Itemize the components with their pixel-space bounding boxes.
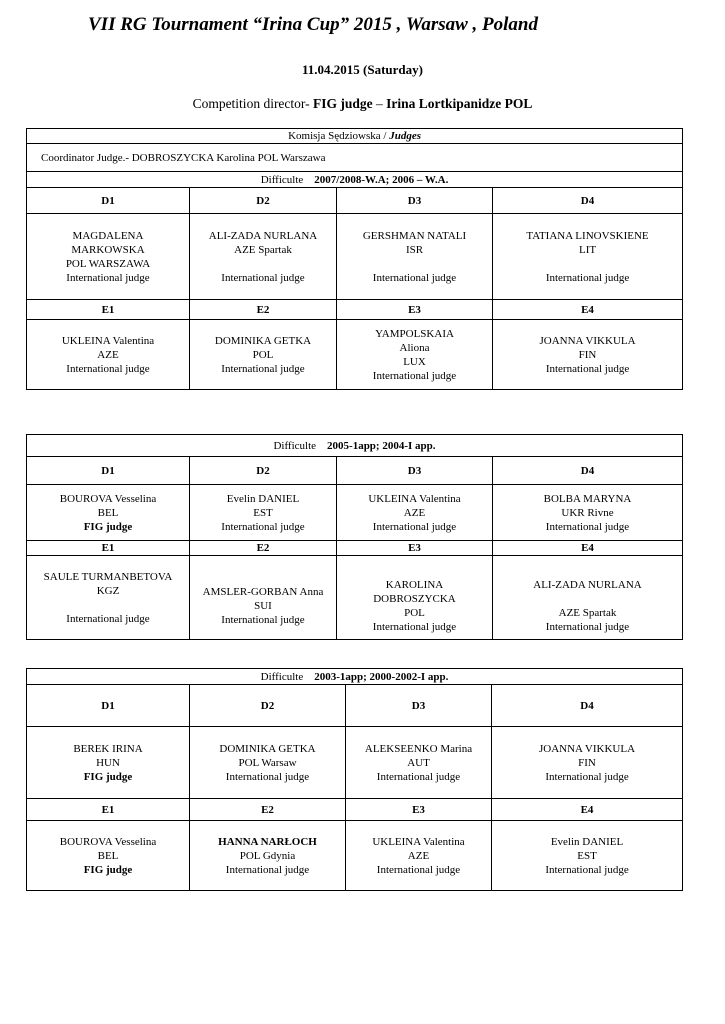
judge-line: ALEKSEENKO Marina <box>364 742 473 755</box>
document-title: VII RG Tournament “Irina Cup” 2015 , Warsaw , Poland <box>88 14 538 35</box>
commission-prefix: Komisja Sędziowska / <box>288 130 390 142</box>
judge-line: DOMINIKA GETKA <box>219 742 316 755</box>
judge-line: LIT <box>578 243 597 256</box>
judge-line: International judge <box>66 271 150 284</box>
judge-cell <box>337 214 493 300</box>
difficulty-label: Difficulte <box>260 670 304 683</box>
e-header: E3 <box>337 541 493 556</box>
judge-line: SAULE TURMANBETOVA <box>43 570 173 583</box>
judge-cell <box>190 214 337 300</box>
judge-cell <box>27 320 190 390</box>
director-role: FIG judge <box>313 96 373 111</box>
e-header: E4 <box>493 300 683 320</box>
difficulty-label: Difficulte <box>260 173 304 186</box>
judge-cell <box>27 821 190 891</box>
difficulty-value: 2005-1app; 2004-I app. <box>327 439 436 452</box>
judge-cell <box>346 821 492 891</box>
judge-line <box>495 592 680 606</box>
judge-line: AZE Spartak <box>558 607 617 619</box>
judge-cell <box>493 320 683 390</box>
judge-line: BEL <box>97 849 119 862</box>
judge-line: EST <box>253 506 273 519</box>
judge-line <box>339 257 490 271</box>
e-header: E3 <box>337 300 493 320</box>
judge-cell <box>337 485 493 541</box>
commission-judges-label: Judges <box>389 130 421 142</box>
judge-line: International judge <box>376 863 461 876</box>
judge-line: DOBROSZYCKA <box>373 593 456 605</box>
judge-line: POL WARSZAWA <box>65 257 151 270</box>
judge-line: POL <box>252 348 274 361</box>
e-header: E3 <box>346 799 492 821</box>
judge-line: ALI-ZADA NURLANA <box>208 229 318 242</box>
judge-line: POL Warsaw <box>238 756 297 769</box>
judge-line: International judge <box>545 621 630 633</box>
d-header: D1 <box>27 457 190 485</box>
judge-cell <box>190 727 346 799</box>
d-header: D4 <box>493 457 683 485</box>
judge-cell <box>27 556 190 640</box>
judge-line: International judge <box>545 770 629 783</box>
judge-cell <box>190 485 337 541</box>
difficulty-row <box>27 172 683 188</box>
judge-line: UKLEINA Valentina <box>372 835 465 848</box>
judge-cell <box>190 556 337 640</box>
judge-line: International judge <box>545 362 630 375</box>
judge-line: BOLBA MARYNA <box>543 492 632 505</box>
e-header: E2 <box>190 541 337 556</box>
judge-line: AZE <box>407 849 430 862</box>
judge-line: LUX <box>403 355 426 368</box>
judge-line: FIG judge <box>83 770 133 783</box>
judge-line: Evelin DANIEL <box>550 835 624 848</box>
judge-cell <box>492 727 683 799</box>
judge-cell <box>492 821 683 891</box>
judge-line: International judge <box>221 271 305 284</box>
e-header: E1 <box>27 541 190 556</box>
judge-cell <box>346 727 492 799</box>
e-header: E4 <box>492 799 683 821</box>
judge-line: AZE <box>97 348 119 361</box>
d-header: D4 <box>493 188 683 214</box>
e-header: E2 <box>190 799 346 821</box>
judge-line: BOUROVA Vesselina <box>59 835 157 848</box>
judge-line: International judge <box>225 770 310 783</box>
judge-cell <box>27 485 190 541</box>
judge-line: FIG judge <box>83 520 133 533</box>
judge-line: JOANNA VIKKULA <box>538 742 636 755</box>
judge-line: International judge <box>221 520 305 533</box>
difficulty-row <box>27 435 683 457</box>
d-header: D1 <box>27 685 190 727</box>
judge-cell <box>493 556 683 640</box>
judge-line <box>192 257 334 271</box>
e-header: E2 <box>190 300 337 320</box>
judge-line: UKLEINA Valentina <box>368 492 461 505</box>
judge-line: SUI <box>254 600 272 612</box>
judge-line: TATIANA LINOVSKIENE <box>526 229 649 242</box>
judge-line: POL Gdynia <box>239 849 296 862</box>
d-header: D1 <box>27 188 190 214</box>
e-header: E1 <box>27 300 190 320</box>
e-header: E4 <box>493 541 683 556</box>
difficulty-label: Difficulte <box>273 439 317 452</box>
d-header: D2 <box>190 457 337 485</box>
judge-line: International judge <box>545 863 629 876</box>
difficulty-value: 2003-1app; 2000-2002-I app. <box>314 670 449 683</box>
judge-line: International judge <box>372 520 457 533</box>
judge-line: BEL <box>97 506 119 519</box>
judge-line: UKLEINA Valentina <box>61 334 155 347</box>
judge-line: EST <box>577 849 597 862</box>
judges-table-2007-2008 <box>26 128 683 390</box>
d-header: D3 <box>337 188 493 214</box>
judge-line: JOANNA VIKKULA <box>539 334 636 347</box>
judge-line: HANNA NARŁOCH <box>218 835 317 848</box>
d-header: D4 <box>492 685 683 727</box>
judge-line: International judge <box>66 612 150 625</box>
difficulty-row <box>27 669 683 685</box>
competition-director <box>0 96 725 112</box>
judge-line: Evelin DANIEL <box>226 492 300 505</box>
judge-cell <box>337 320 493 390</box>
judge-cell <box>337 556 493 640</box>
judges-table-2004-2005 <box>26 434 683 640</box>
judge-cell <box>493 485 683 541</box>
judge-line <box>29 598 187 612</box>
judge-line: International judge <box>225 863 310 876</box>
judge-line: International judge <box>66 362 150 375</box>
judge-line: AMSLER-GORBAN Anna <box>202 586 324 598</box>
judge-line: International judge <box>376 770 461 783</box>
coordinator-judge: Coordinator Judge.- DOBROSZYCKA Karolina POL Warszawa <box>27 144 683 172</box>
judge-line: International judge <box>545 520 630 533</box>
director-prefix: Competition director- <box>192 96 314 111</box>
judge-line: ALI-ZADA NURLANA <box>533 579 642 591</box>
judge-cell <box>27 214 190 300</box>
judge-cell <box>190 821 346 891</box>
judge-line: International judge <box>372 621 457 633</box>
judge-line: DOMINIKA GETKA <box>214 334 312 347</box>
d-header: D3 <box>346 685 492 727</box>
judge-line: BEREK IRINA <box>73 742 143 755</box>
judge-line: MAGDALENA <box>72 229 144 242</box>
judge-line: International judge <box>372 369 457 382</box>
judge-cell <box>190 320 337 390</box>
judge-cell <box>493 214 683 300</box>
judge-line: GERSHMAN NATALI <box>362 229 467 242</box>
commission-header <box>27 129 683 144</box>
judges-table-2000-2003 <box>26 668 683 891</box>
judge-line: Aliona <box>399 341 430 354</box>
judge-line: International judge <box>221 614 305 626</box>
director-separator: – <box>372 96 387 111</box>
judge-cell <box>27 727 190 799</box>
judge-line: KAROLINA <box>385 579 444 591</box>
judge-line: International judge <box>372 271 457 284</box>
judge-line <box>495 257 680 271</box>
d-header: D3 <box>337 457 493 485</box>
judge-line: ISR <box>405 243 424 256</box>
judge-line: POL <box>404 607 425 619</box>
judge-line: YAMPOLSKAIA <box>375 327 454 340</box>
judge-line: AZE Spartak <box>234 243 292 256</box>
judge-line: FIG judge <box>83 863 133 876</box>
judge-line: AZE <box>403 506 426 519</box>
judge-line: FIN <box>578 756 596 769</box>
judge-line: BOUROVA Vesselina <box>59 492 157 505</box>
judge-line: International judge <box>221 362 305 375</box>
judge-line: MARKOWSKA <box>71 243 145 256</box>
director-name: Irina Lortkipanidze POL <box>386 96 533 111</box>
judge-line: FIN <box>578 348 597 361</box>
judge-line: AUT <box>407 756 430 769</box>
d-header: D2 <box>190 685 346 727</box>
difficulty-value: 2007/2008-W.A; 2006 – W.A. <box>314 173 449 186</box>
judge-line: KGZ <box>96 584 120 597</box>
e-header: E1 <box>27 799 190 821</box>
judge-line: HUN <box>96 756 120 769</box>
event-date: 11.04.2015 (Saturday) <box>302 62 423 77</box>
d-header: D2 <box>190 188 337 214</box>
judge-line: UKR Rivne <box>561 506 614 519</box>
judge-line: International judge <box>545 271 630 284</box>
